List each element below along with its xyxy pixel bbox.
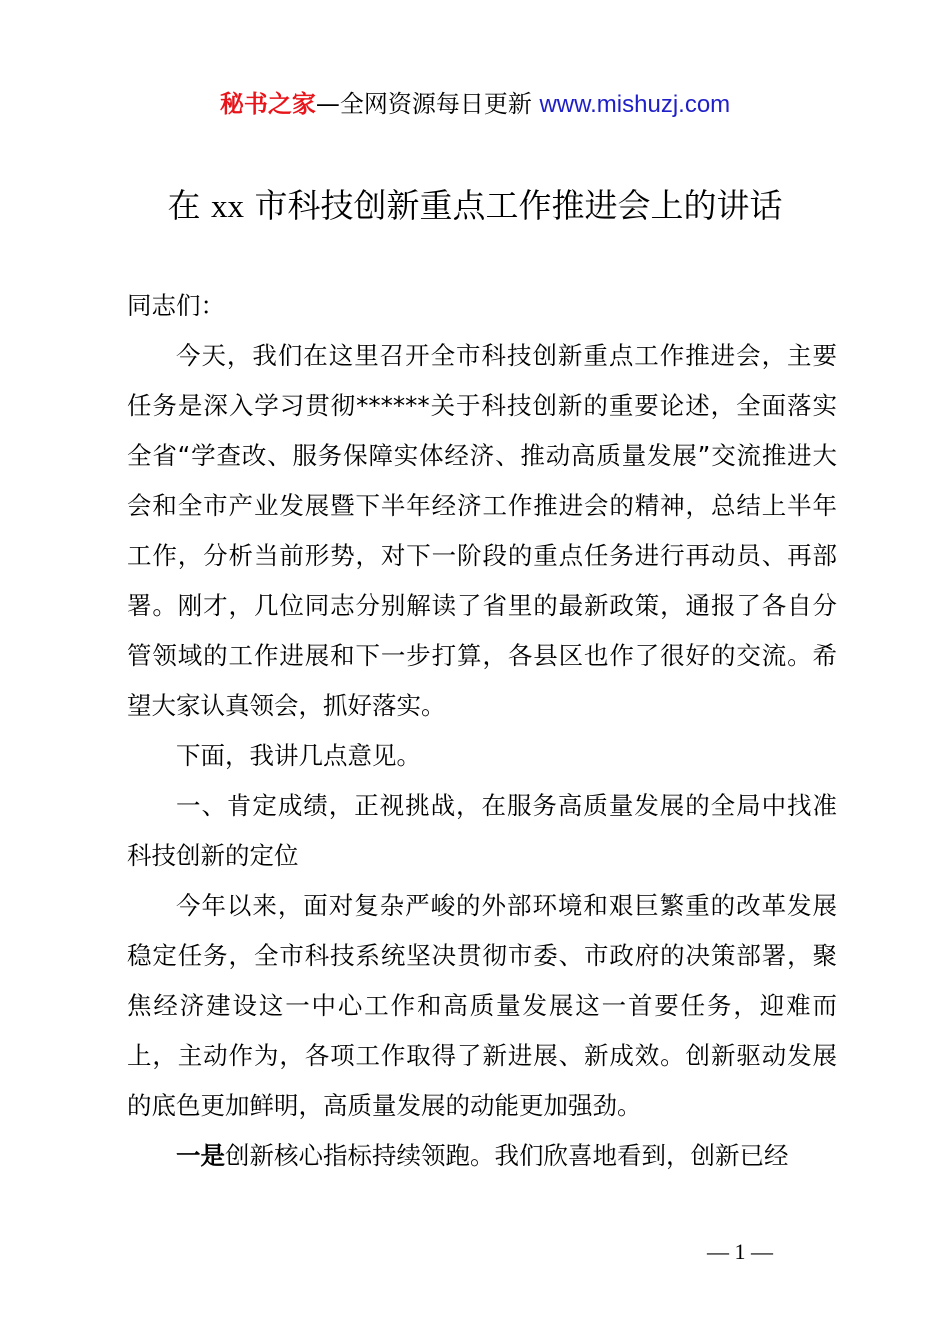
- salutation: 同志们：: [127, 291, 225, 320]
- paragraph-achievements: 今年以来，面对复杂严峻的外部环境和艰巨繁重的改革发展稳定任务，全市科技系统坚决贯彻市委、市政府的决策部署，聚焦经济建设这一中心工作和高质量发展这一首要任务，迎难而上，主动作为，各项工作取得了新进展、新成效。创新驱动发展的底色更加鲜明，高质量发展的动能更加强劲。: [127, 891, 837, 1120]
- header-slogan: —全网资源每日更新: [315, 90, 532, 118]
- brand-name: 秘书之家: [219, 90, 316, 118]
- section-heading-1: 一、肯定成绩，正视挑战，在服务高质量发展的全局中找准科技创新的定位: [127, 791, 837, 870]
- title-prefix: 在: [167, 186, 201, 225]
- title-suffix: 市科技创新重点工作推进会上的讲话: [254, 186, 783, 225]
- paragraph-transition: 下面，我讲几点意见。: [176, 741, 421, 770]
- point-one-text: 创新核心指标持续领跑。我们欣喜地看到，创新已经: [225, 1141, 789, 1170]
- site-header: [0, 86, 950, 123]
- document-body: [127, 281, 837, 1181]
- point-one-lead: 一是: [176, 1141, 225, 1170]
- document-title: [0, 182, 950, 231]
- page-number: — 1 —: [707, 1239, 773, 1264]
- paragraph-point-one: [127, 1131, 837, 1181]
- title-placeholder: xx: [211, 189, 244, 225]
- paragraph-opening: 今天，我们在这里召开全市科技创新重点工作推进会，主要任务是深入学习贯彻******关于科技创新的重要论述，全面落实全省“学查改、服务保障实体经济、推动高质量发展”交流推进大会和全市产业发展暨下半年经济工作推进会的精神，总结上半年工作，分析当前形势，对下一阶段的重点任务进行再动员、再部署。刚才，几位同志分别解读了省里的最新政策，通报了各自分管领域的工作进展和下一步打算，各县区也作了很好的交流。希望大家认真领会，抓好落实。: [127, 341, 837, 720]
- site-url-link[interactable]: www.mishuzj.com: [539, 91, 731, 118]
